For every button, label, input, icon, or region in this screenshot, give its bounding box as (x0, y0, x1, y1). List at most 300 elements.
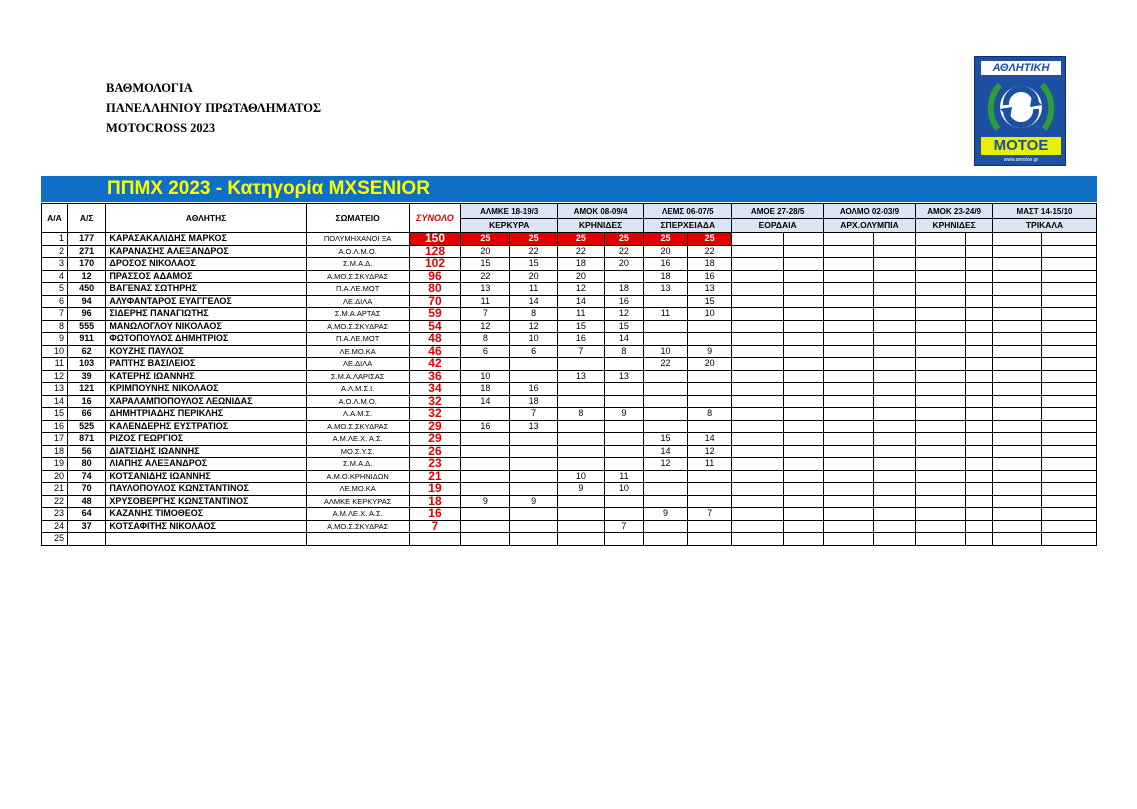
table-row (42, 395, 1097, 408)
row-total: 19 (409, 483, 461, 496)
row-race-score (916, 358, 966, 371)
row-position: 25 (42, 533, 68, 546)
row-race-score (916, 445, 966, 458)
row-position: 24 (42, 520, 68, 533)
row-athlete-name: ΚΟΥΖΗΣ ΠΑΥΛΟΣ (106, 345, 306, 358)
row-race-score (604, 458, 643, 471)
table-row (42, 420, 1097, 433)
row-race-score (1041, 533, 1096, 546)
row-position: 11 (42, 358, 68, 371)
table-row (42, 320, 1097, 333)
row-race-score (687, 495, 732, 508)
row-race-score (1041, 308, 1096, 321)
row-race-score (510, 508, 558, 521)
row-race-score (687, 520, 732, 533)
row-race-score: 25 (557, 233, 604, 246)
row-race-score: 11 (644, 308, 688, 321)
row-race-score (1041, 495, 1096, 508)
row-race-number: 66 (67, 408, 105, 421)
row-race-score (510, 520, 558, 533)
row-race-score (823, 395, 873, 408)
row-race-score (784, 533, 823, 546)
row-race-score: 13 (557, 370, 604, 383)
row-race-score (732, 270, 784, 283)
row-race-score (784, 483, 823, 496)
row-race-score (732, 333, 784, 346)
row-race-score: 12 (510, 320, 558, 333)
table-row (42, 283, 1097, 296)
row-race-number: 911 (67, 333, 105, 346)
row-race-score (916, 533, 966, 546)
row-race-score (916, 270, 966, 283)
row-race-score (784, 383, 823, 396)
event-location: ΚΡΗΝΙΔΕΣ (916, 219, 993, 233)
row-race-number: 37 (67, 520, 105, 533)
event-location: ΚΡΗΝΙΔΕΣ (557, 219, 643, 233)
row-race-score (1041, 445, 1096, 458)
row-race-score (644, 520, 688, 533)
row-race-score (557, 445, 604, 458)
row-race-score (1041, 483, 1096, 496)
row-race-score (916, 333, 966, 346)
row-race-score (784, 458, 823, 471)
row-total: 7 (409, 520, 461, 533)
row-race-score (966, 533, 993, 546)
row-athlete-name: ΦΩΤΟΠΟΥΛΟΣ ΔΗΜΗΤΡΙΟΣ (106, 333, 306, 346)
row-total: 26 (409, 445, 461, 458)
row-race-score (823, 245, 873, 258)
row-race-score: 12 (461, 320, 510, 333)
event-location: ΑΡΧ.ΟΛΥΜΠΙΑ (823, 219, 915, 233)
row-race-score (732, 520, 784, 533)
row-race-number: 64 (67, 508, 105, 521)
row-athlete-name: ΚΟΤΣΑΦΙΤΗΣ ΝΙΚΟΛΑΟΣ (106, 520, 306, 533)
row-position: 20 (42, 470, 68, 483)
row-race-score (732, 408, 784, 421)
row-race-score: 7 (510, 408, 558, 421)
row-race-score (1041, 458, 1096, 471)
row-race-score: 10 (557, 470, 604, 483)
row-race-score (993, 245, 1042, 258)
table-row (42, 270, 1097, 283)
row-race-score (1041, 520, 1096, 533)
row-race-score (784, 258, 823, 271)
row-position: 10 (42, 345, 68, 358)
row-race-score: 22 (687, 245, 732, 258)
row-race-score (732, 258, 784, 271)
row-race-score (461, 433, 510, 446)
row-race-score (823, 408, 873, 421)
row-race-score (993, 395, 1042, 408)
row-race-score: 7 (687, 508, 732, 521)
row-race-score (604, 533, 643, 546)
row-race-score (510, 433, 558, 446)
row-athlete-name (106, 533, 306, 546)
row-race-score (1041, 295, 1096, 308)
row-race-score (993, 408, 1042, 421)
row-race-score (1041, 283, 1096, 296)
row-race-score (966, 320, 993, 333)
row-race-score: 8 (604, 345, 643, 358)
row-race-score: 15 (644, 433, 688, 446)
row-total: 29 (409, 433, 461, 446)
row-race-score (993, 358, 1042, 371)
row-race-score: 8 (687, 408, 732, 421)
row-position: 15 (42, 408, 68, 421)
event-location: ΤΡΙΚΑΛΑ (993, 219, 1097, 233)
row-race-score (784, 283, 823, 296)
row-race-score: 9 (557, 483, 604, 496)
row-race-score: 15 (604, 320, 643, 333)
row-race-score (557, 520, 604, 533)
row-race-score: 7 (557, 345, 604, 358)
table-row (42, 233, 1097, 246)
row-total: 46 (409, 345, 461, 358)
row-race-number: 48 (67, 495, 105, 508)
row-race-score (966, 495, 993, 508)
row-race-number: 450 (67, 283, 105, 296)
row-athlete-name: ΚΟΤΣΑΝΙΔΗΣ ΙΩΑΝΝΗΣ (106, 470, 306, 483)
row-race-score: 20 (461, 245, 510, 258)
row-race-score (732, 508, 784, 521)
logo-emblem-icon (984, 77, 1058, 137)
table-row (42, 345, 1097, 358)
logo-top-text: ΑΘΛΗΤΙΚΗ (981, 61, 1061, 75)
row-race-score (916, 470, 966, 483)
row-race-score (993, 320, 1042, 333)
row-race-score: 11 (510, 283, 558, 296)
row-race-score (784, 470, 823, 483)
row-race-score (966, 383, 993, 396)
row-race-score (510, 458, 558, 471)
row-race-score (916, 370, 966, 383)
row-athlete-name: ΚΑΛΕΝΔΕΡΗΣ ΕΥΣΤΡΑΤΙΟΣ (106, 420, 306, 433)
row-total: 34 (409, 383, 461, 396)
row-race-score (784, 395, 823, 408)
row-club: ΜΟ.Σ.Υ.Σ. (306, 445, 409, 458)
row-race-score (993, 533, 1042, 546)
row-race-score (732, 383, 784, 396)
row-race-score: 14 (461, 395, 510, 408)
row-race-score (461, 445, 510, 458)
row-race-score (966, 345, 993, 358)
row-race-score (732, 308, 784, 321)
row-race-score: 9 (644, 508, 688, 521)
row-race-score (784, 295, 823, 308)
row-race-number (67, 533, 105, 546)
row-total: 32 (409, 408, 461, 421)
row-race-score (993, 445, 1042, 458)
row-club: Α.Μ.Ο.ΚΡΗΝΙΔΩΝ (306, 470, 409, 483)
row-race-score (873, 333, 916, 346)
event-header: ΑΜΟΚ 23-24/9 (916, 204, 993, 219)
row-club: ΛΕ.ΜΟ.ΚΑ (306, 483, 409, 496)
header-line-3: MOTOCROSS 2023 (106, 121, 216, 135)
row-race-score (732, 458, 784, 471)
row-total: 150 (409, 233, 461, 246)
row-race-score: 15 (461, 258, 510, 271)
row-race-score: 20 (644, 245, 688, 258)
row-race-score: 25 (510, 233, 558, 246)
row-total: 23 (409, 458, 461, 471)
row-race-score (732, 320, 784, 333)
table-row (42, 520, 1097, 533)
row-race-score (687, 333, 732, 346)
row-club: ΑΛΜΚΕ ΚΕΡΚΥΡΑΣ (306, 495, 409, 508)
row-position: 2 (42, 245, 68, 258)
row-race-score (823, 345, 873, 358)
row-race-score (1041, 358, 1096, 371)
row-race-score: 12 (557, 283, 604, 296)
row-race-score (966, 420, 993, 433)
row-race-score (784, 508, 823, 521)
row-race-score (966, 433, 993, 446)
row-race-number: 177 (67, 233, 105, 246)
row-race-score (966, 520, 993, 533)
row-athlete-name: ΛΙΑΠΗΣ ΑΛΕΞΑΝΔΡΟΣ (106, 458, 306, 471)
row-race-score (784, 233, 823, 246)
row-race-score: 22 (644, 358, 688, 371)
row-race-score (732, 245, 784, 258)
amotoe-logo (974, 56, 1066, 166)
row-club: Λ.Α.Μ.Σ. (306, 408, 409, 421)
row-race-score: 7 (604, 520, 643, 533)
row-race-score: 25 (461, 233, 510, 246)
row-race-score: 13 (461, 283, 510, 296)
row-race-score (823, 283, 873, 296)
row-race-score (732, 445, 784, 458)
row-race-number: 271 (67, 245, 105, 258)
row-race-score (993, 508, 1042, 521)
row-race-score (687, 320, 732, 333)
row-race-score (604, 495, 643, 508)
row-race-score (993, 233, 1042, 246)
row-race-number: 70 (67, 483, 105, 496)
row-race-score (873, 445, 916, 458)
row-race-score: 18 (604, 283, 643, 296)
row-race-score (993, 258, 1042, 271)
header-line-1: ΒΑΘΜΟΛΟΓΙΑ (106, 81, 193, 95)
row-race-score (966, 233, 993, 246)
row-race-score (966, 408, 993, 421)
row-race-score (1041, 420, 1096, 433)
row-athlete-name: ΚΡΙΜΠΟΥΝΗΣ ΝΙΚΟΛΑΟΣ (106, 383, 306, 396)
row-club: Α.ΜΟ.Σ.ΣΚΥΔΡΑΣ (306, 320, 409, 333)
row-race-number: 56 (67, 445, 105, 458)
row-athlete-name: ΣΙΔΕΡΗΣ ΠΑΝΑΓΙΩΤΗΣ (106, 308, 306, 321)
row-race-score: 15 (510, 258, 558, 271)
col-header-num: Α/Σ (67, 204, 105, 233)
row-race-score (873, 383, 916, 396)
row-race-score (644, 483, 688, 496)
row-race-score (873, 270, 916, 283)
row-race-score: 14 (557, 295, 604, 308)
row-race-score (873, 458, 916, 471)
row-race-score: 20 (687, 358, 732, 371)
row-athlete-name: ΚΑΖΑΝΗΣ ΤΙΜΟΘΕΟΣ (106, 508, 306, 521)
row-total: 96 (409, 270, 461, 283)
row-race-score (823, 520, 873, 533)
row-race-score (1041, 345, 1096, 358)
row-race-score (461, 470, 510, 483)
row-race-score (687, 395, 732, 408)
row-race-score (823, 370, 873, 383)
row-race-score (993, 308, 1042, 321)
row-race-score (873, 233, 916, 246)
row-race-score (732, 358, 784, 371)
row-race-score: 14 (644, 445, 688, 458)
table-row (42, 483, 1097, 496)
logo-bottom-text: ΜΟΤΟΕ (981, 137, 1061, 155)
row-club: ΛΕ.ΔΙΛΑ (306, 358, 409, 371)
row-race-score: 16 (644, 258, 688, 271)
row-race-score: 25 (604, 233, 643, 246)
row-race-score (916, 320, 966, 333)
row-total: 18 (409, 495, 461, 508)
row-race-score (461, 458, 510, 471)
row-race-score: 25 (687, 233, 732, 246)
row-race-score (732, 233, 784, 246)
row-race-score (604, 383, 643, 396)
row-race-score (687, 483, 732, 496)
row-race-score (823, 333, 873, 346)
row-position: 18 (42, 445, 68, 458)
row-total: 48 (409, 333, 461, 346)
row-race-score: 15 (687, 295, 732, 308)
row-race-score: 20 (510, 270, 558, 283)
row-club: Α.Λ.Μ.Σ.Ι. (306, 383, 409, 396)
row-race-number: 62 (67, 345, 105, 358)
row-race-score (557, 458, 604, 471)
row-club: Α.Μ.ΛΕ.Χ. Α.Σ. (306, 508, 409, 521)
table-row (42, 445, 1097, 458)
row-club: ΛΕ.ΔΙΛΑ (306, 295, 409, 308)
row-race-score (873, 420, 916, 433)
row-race-score: 14 (510, 295, 558, 308)
row-race-score: 13 (644, 283, 688, 296)
table-row (42, 333, 1097, 346)
row-race-score (873, 508, 916, 521)
row-race-score (966, 295, 993, 308)
table-row (42, 533, 1097, 546)
row-total (409, 533, 461, 546)
row-club: Π.Α.ΛΕ.ΜΟΤ (306, 283, 409, 296)
row-race-score (916, 395, 966, 408)
row-race-score (784, 433, 823, 446)
row-club: Α.ΜΟ.Σ.ΣΚΥΔΡΑΣ (306, 420, 409, 433)
row-position: 22 (42, 495, 68, 508)
row-race-score (873, 320, 916, 333)
row-race-score: 9 (461, 495, 510, 508)
row-race-score (1041, 245, 1096, 258)
row-total: 102 (409, 258, 461, 271)
row-race-score (461, 483, 510, 496)
row-race-score (732, 495, 784, 508)
event-header: ΑΜΟΕ 27-28/5 (732, 204, 823, 219)
row-race-score (644, 370, 688, 383)
row-athlete-name: ΧΡΥΣΟΒΕΡΓΗΣ ΚΩΝΣΤΑΝΤΙΝΟΣ (106, 495, 306, 508)
table-row (42, 295, 1097, 308)
row-athlete-name: ΔΙΑΤΣΙΔΗΣ ΙΩΑΝΝΗΣ (106, 445, 306, 458)
row-race-score (510, 445, 558, 458)
row-race-score (916, 495, 966, 508)
row-race-score (823, 508, 873, 521)
row-race-score (966, 258, 993, 271)
row-total: 42 (409, 358, 461, 371)
row-race-score (644, 383, 688, 396)
row-position: 3 (42, 258, 68, 271)
row-race-score (823, 533, 873, 546)
row-race-score: 18 (557, 258, 604, 271)
category-title: ΠΠΜΧ 2023 - Κατηγορία MXSENIOR (107, 178, 430, 199)
row-position: 5 (42, 283, 68, 296)
table-row (42, 470, 1097, 483)
row-race-score (823, 483, 873, 496)
row-race-score (644, 333, 688, 346)
row-position: 6 (42, 295, 68, 308)
row-position: 17 (42, 433, 68, 446)
row-club: Σ.Μ.Α.Δ. (306, 258, 409, 271)
row-total: 32 (409, 395, 461, 408)
table-row (42, 258, 1097, 271)
row-position: 13 (42, 383, 68, 396)
row-race-score (823, 270, 873, 283)
row-race-score (510, 370, 558, 383)
row-race-score (1041, 408, 1096, 421)
table-row (42, 458, 1097, 471)
row-race-score (873, 495, 916, 508)
event-location: ΣΠΕΡΧΕΙΑΔΑ (644, 219, 732, 233)
table-row (42, 408, 1097, 421)
row-race-score: 11 (604, 470, 643, 483)
row-race-score (644, 395, 688, 408)
row-race-score (557, 395, 604, 408)
row-race-score (1041, 258, 1096, 271)
row-race-score (644, 470, 688, 483)
table-row (42, 495, 1097, 508)
row-athlete-name: ΠΡΑΣΣΟΣ ΑΔΑΜΟΣ (106, 270, 306, 283)
row-race-score: 22 (557, 245, 604, 258)
row-race-score (732, 470, 784, 483)
row-race-score (604, 420, 643, 433)
row-race-score: 10 (510, 333, 558, 346)
row-race-score: 6 (510, 345, 558, 358)
row-race-score (557, 508, 604, 521)
row-race-score (784, 495, 823, 508)
row-race-score: 16 (604, 295, 643, 308)
row-race-number: 121 (67, 383, 105, 396)
row-race-score (823, 358, 873, 371)
row-athlete-name: ΧΑΡΑΛΑΜΠΟΠΟΥΛΟΣ ΛΕΩΝΙΔΑΣ (106, 395, 306, 408)
row-race-score: 20 (604, 258, 643, 271)
event-header: ΑΟΛΜΟ 02-03/9 (823, 204, 915, 219)
row-race-score (557, 433, 604, 446)
row-race-score (966, 245, 993, 258)
row-athlete-name: ΚΑΤΕΡΗΣ ΙΩΑΝΝΗΣ (106, 370, 306, 383)
row-race-score (784, 420, 823, 433)
row-race-score (916, 508, 966, 521)
table-row (42, 383, 1097, 396)
row-club: Α.Μ.ΛΕ.Χ. Α.Σ. (306, 433, 409, 446)
row-athlete-name: ΚΑΡΑΝΑΣΗΣ ΑΛΕΞΑΝΔΡΟΣ (106, 245, 306, 258)
row-race-score (993, 483, 1042, 496)
row-race-score (644, 320, 688, 333)
table-row (42, 308, 1097, 321)
row-race-score (557, 420, 604, 433)
row-race-score (993, 295, 1042, 308)
row-total: 128 (409, 245, 461, 258)
document-header (106, 78, 321, 138)
